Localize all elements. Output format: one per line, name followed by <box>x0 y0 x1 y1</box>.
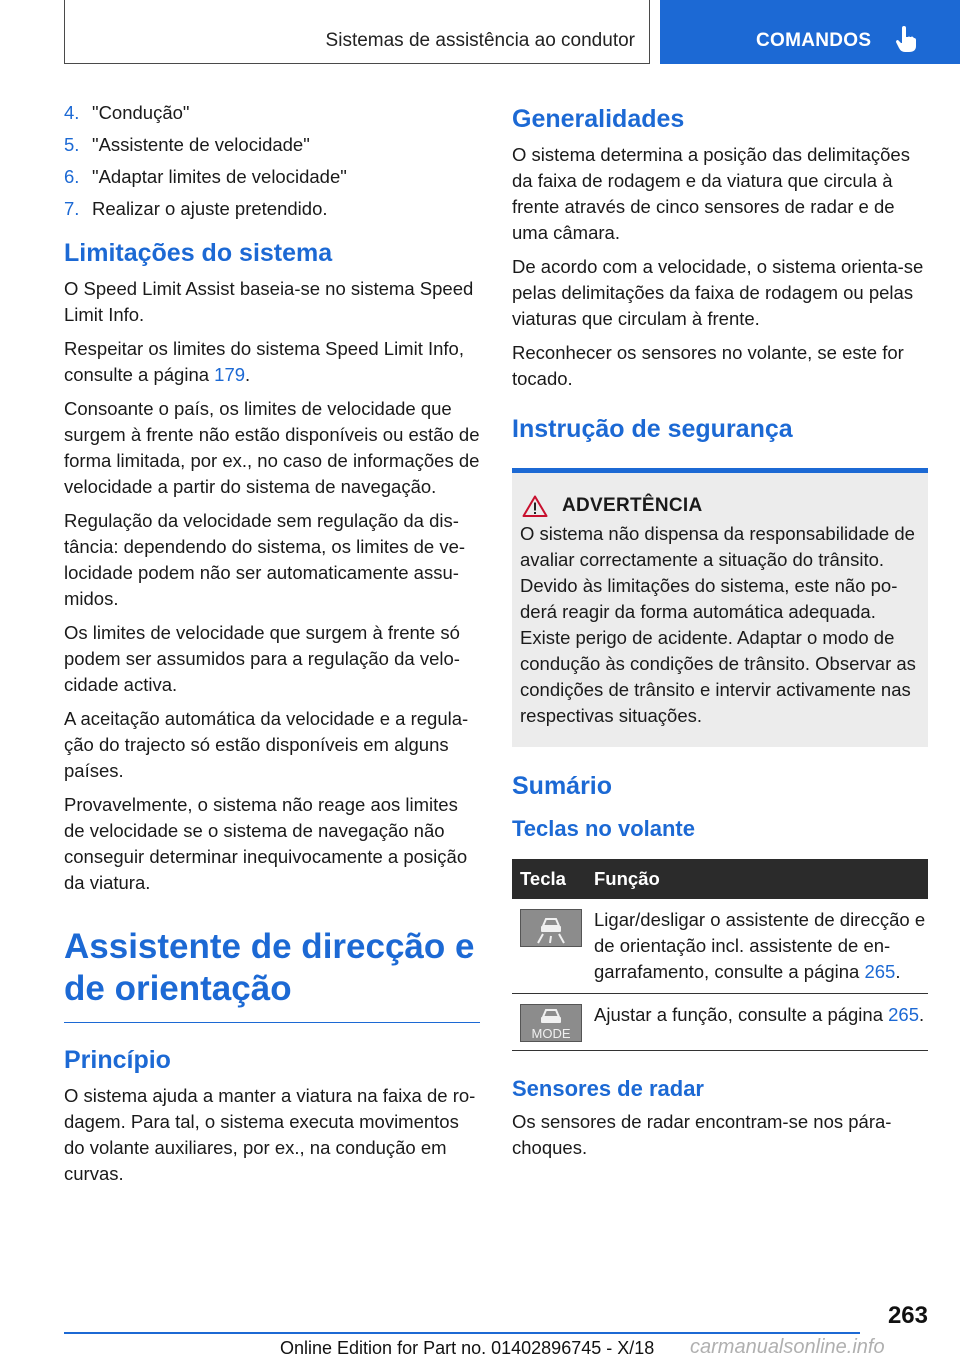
paragraph: Reconhecer os sensores no volante, se este for tocado. <box>512 342 904 389</box>
warning-triangle-icon <box>522 495 548 517</box>
paragraph: Respeitar os limites do sistema Speed Limit Info, consulte a página 179. <box>64 338 464 385</box>
principle-heading: Princípio <box>64 1046 171 1074</box>
column-header-key: Tecla <box>512 859 586 899</box>
watermark: carmanualsonline.info <box>690 1336 885 1358</box>
paragraph: Regulação da velocidade sem regulação da distância: dependendo do sistema, os limites de velocidade podem não ser automaticamente assumidos. <box>64 510 466 609</box>
radar-heading: Sensores de radar <box>512 1076 704 1101</box>
safety-heading: Instrução de segurança <box>512 415 793 443</box>
paragraph: O sistema ajuda a manter a viatura na faixa de rodagem. Para tal, o sistema executa movimentos do volante auxiliares, por ex., na condução em curvas. <box>64 1085 476 1184</box>
page-link[interactable]: 265 <box>888 1004 920 1025</box>
limits-heading: Limitações do sistema <box>64 239 333 267</box>
steps-list <box>64 100 480 222</box>
paragraph: Os sensores de radar encontram-se nos pára-choques. <box>512 1111 892 1158</box>
paragraph: Os limites de velocidade que surgem à frente só podem ser assumidos para a regulação da velocidade activa. <box>64 622 460 695</box>
pointing-hand-icon <box>896 26 918 52</box>
header-tab[interactable] <box>660 0 960 64</box>
table-row <box>512 994 928 1051</box>
general-heading: Generalidades <box>512 105 685 133</box>
keys-heading: Teclas no volante <box>512 816 695 841</box>
warning-title: ADVERTÊNCIA <box>562 495 703 516</box>
mode-key-label: MODE <box>531 1026 571 1041</box>
paragraph: De acordo com a velocidade, o sistema orienta-se pelas delimitações da faixa de rodagem ou pelas viaturas que circulam à frente. <box>512 256 924 329</box>
footer-divider <box>64 1332 860 1334</box>
header-section-box <box>64 0 650 64</box>
summary-heading: Sumário <box>512 772 613 800</box>
list-item: 4. "Condução" <box>64 102 190 123</box>
page-link[interactable]: 179 <box>214 364 246 385</box>
paragraph: Provavelmente, o sistema não reage aos limites de velocidade se o sistema de navegação não conseguir determinar inequivocamente a posição da viatura. <box>64 794 468 893</box>
header-tab-label: COMANDOS <box>756 30 872 51</box>
list-item: 7. Realizar o ajuste pretendido. <box>64 198 328 219</box>
table-cell: Ajustar a função, consulte a página 265. <box>586 994 928 1051</box>
paragraph: Consoante o país, os limites de velocidade que surgem à frente não estão disponíveis ou estão de forma limitada, por ex., no caso de informações de velocidade a partir do sistema de navegação. <box>64 398 480 497</box>
table-cell: Ligar/desligar o assistente de direcção e de orientação incl. assistente de engarrafamento, consulte a página 265. <box>586 899 928 994</box>
page-link[interactable]: 265 <box>864 961 896 982</box>
list-item: 6. "Adaptar limites de velocidade" <box>64 166 347 187</box>
table-header-row <box>512 859 928 899</box>
header-section-title: Sistemas de assistência ao condutor <box>325 30 635 51</box>
footer-edition: Online Edition for Part no. 01402896745 - X/18 <box>280 1338 655 1358</box>
warning-text: O sistema não dispensa da responsabilidade de avaliar correctamente a situação do trânsito. Devido às limitações do sistema, este não poderá reagir da forma automática adequada. Existe perigo de acidente. Adaptar o modo de condução às condições de trânsito. Observar as condições de trânsito e intervir activamente nas respectivas situações. <box>520 523 916 726</box>
paragraph: A aceitação automática da velocidade e a regulação do trajecto só estão disponíveis em alguns países. <box>64 708 469 781</box>
page-number: 263 <box>887 1302 928 1329</box>
paragraph: O sistema determina a posição das delimitações da faixa de rodagem e da viatura que circula à frente através de cinco sensores de radar e de uma câmara. <box>512 144 910 243</box>
left-column <box>64 100 480 1195</box>
right-column <box>512 100 928 1169</box>
table-row <box>512 899 928 994</box>
chapter-title: Assistente de direcção e de orientação <box>64 926 480 1023</box>
keys-table <box>512 859 928 1051</box>
column-header-function: Função <box>586 859 928 899</box>
list-item: 5. "Assistente de velocidade" <box>64 134 310 155</box>
warning-box <box>512 468 928 747</box>
mode-key-icon <box>520 1004 582 1042</box>
paragraph: O Speed Limit Assist baseia-se no sistema Speed Limit Info. <box>64 278 474 325</box>
lane-assist-key-icon <box>520 909 582 947</box>
